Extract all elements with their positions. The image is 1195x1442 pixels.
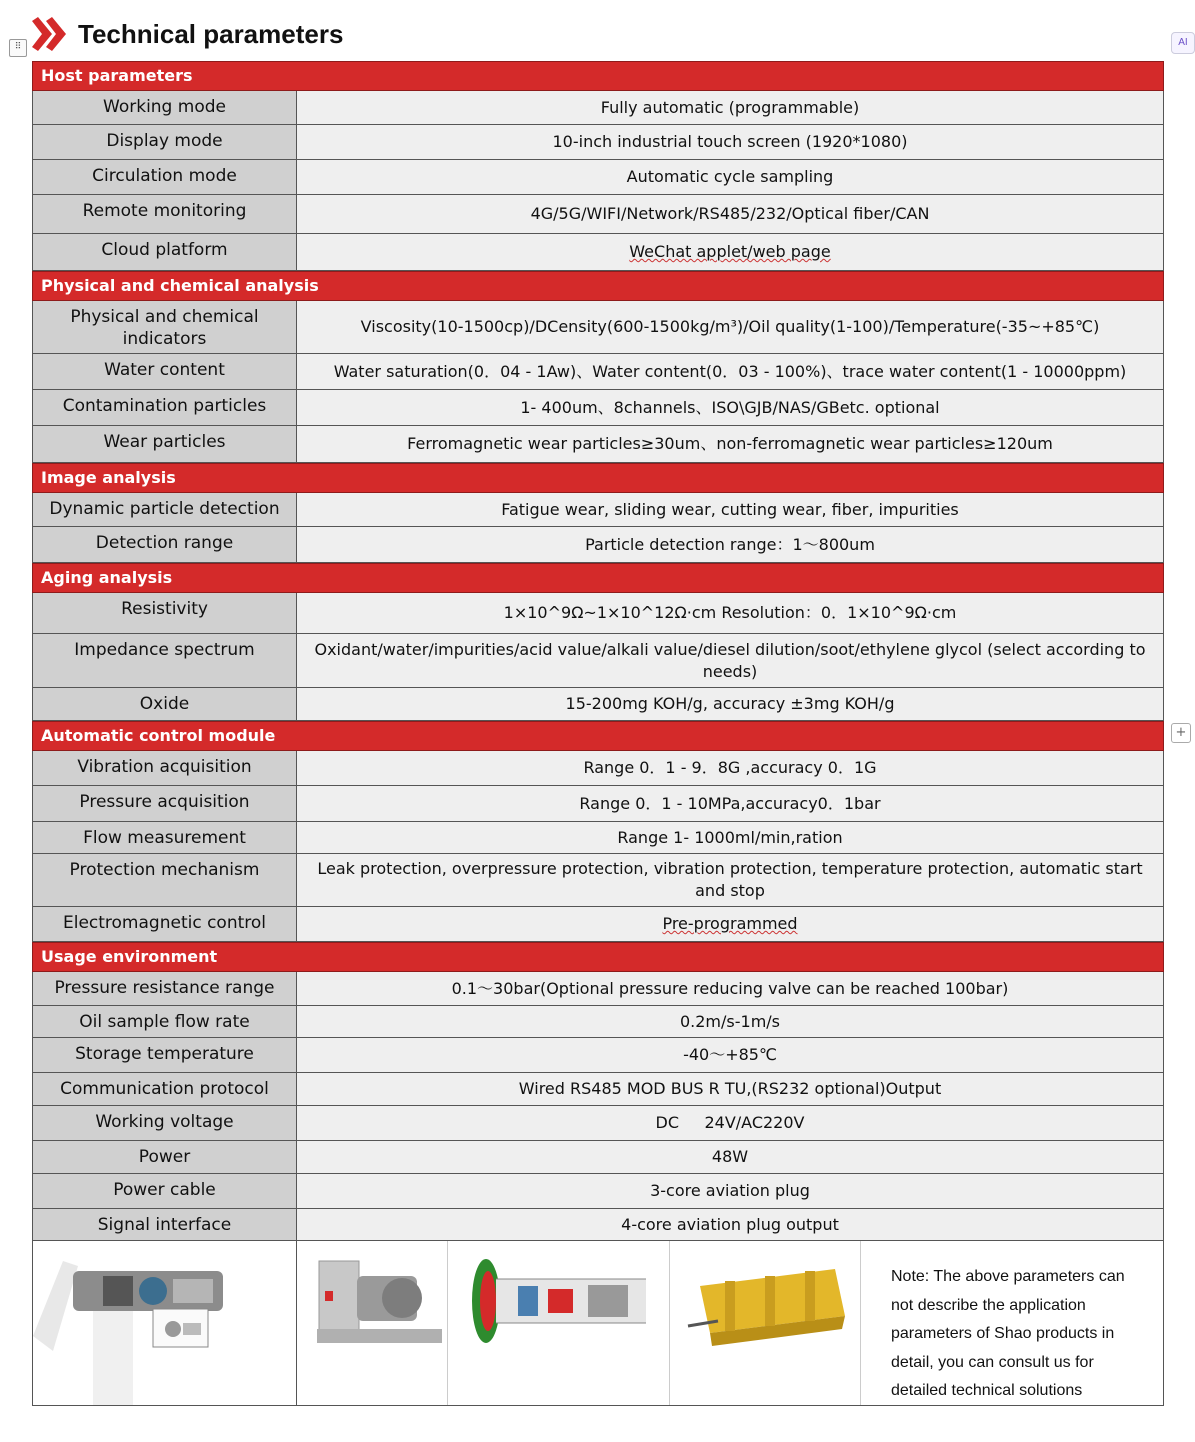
param-value: Range 1- 1000ml/min,ration bbox=[297, 822, 1163, 853]
double-chevron-icon bbox=[30, 17, 68, 51]
param-value: 15-200mg KOH/g, accuracy ±3mg KOH/g bbox=[297, 688, 1163, 720]
section-header: Aging analysis bbox=[32, 563, 1164, 593]
param-label: Circulation mode bbox=[33, 160, 297, 194]
table-row bbox=[32, 751, 1164, 786]
application-images-row bbox=[32, 1241, 1164, 1406]
page-title: Technical parameters bbox=[78, 18, 344, 49]
param-label: Power cable bbox=[33, 1174, 297, 1208]
table-row bbox=[32, 634, 1164, 688]
table-row bbox=[32, 688, 1164, 721]
param-value: 1×10^9Ω~1×10^12Ω·cm Resolution：0．1×10^9Ω·cm bbox=[297, 593, 1163, 633]
table-row bbox=[32, 1038, 1164, 1073]
param-value: 4-core aviation plug output bbox=[297, 1209, 1163, 1240]
param-value: Water saturation(0．04 - 1Aw)、Water content(0．03 - 100%)、trace water content(1 - 10000ppm) bbox=[297, 354, 1163, 389]
table-row bbox=[32, 786, 1164, 822]
table-row bbox=[32, 854, 1164, 907]
param-label: Cloud platform bbox=[33, 234, 297, 270]
section-header: Automatic control module bbox=[32, 721, 1164, 751]
param-label: Contamination particles bbox=[33, 390, 297, 425]
param-value: Fatigue wear, sliding wear, cutting wear, fiber, impurities bbox=[297, 493, 1163, 526]
param-value: Fully automatic (programmable) bbox=[297, 91, 1163, 124]
parameter-table bbox=[32, 61, 1164, 1406]
hydraulic-equipment-image bbox=[670, 1241, 861, 1405]
param-label: Wear particles bbox=[33, 426, 297, 462]
param-value: Ferromagnetic wear particles≥30um、non-ferromagnetic wear particles≥120um bbox=[297, 426, 1163, 462]
param-value: Particle detection range：1～800um bbox=[297, 527, 1163, 562]
section-header: Physical and chemical analysis bbox=[32, 271, 1164, 301]
param-label: Impedance spectrum bbox=[33, 634, 297, 687]
table-row bbox=[32, 493, 1164, 527]
param-label: Signal interface bbox=[33, 1209, 297, 1240]
section-header: Image analysis bbox=[32, 463, 1164, 493]
table-row bbox=[32, 195, 1164, 234]
table-row bbox=[32, 301, 1164, 354]
table-row bbox=[32, 1209, 1164, 1241]
param-value bbox=[297, 907, 1163, 941]
table-row bbox=[32, 426, 1164, 463]
param-label: Flow measurement bbox=[33, 822, 297, 853]
param-value: -40～+85℃ bbox=[297, 1038, 1163, 1072]
param-value: Range 0．1 - 9．8G ,accuracy 0．1G bbox=[297, 751, 1163, 785]
table-row bbox=[32, 1106, 1164, 1141]
param-label: Vibration acquisition bbox=[33, 751, 297, 785]
param-value: Leak protection, overpressure protection, vibration protection, temperature protection, automatic start and stop bbox=[297, 854, 1163, 906]
param-value: DC 24V/AC220V bbox=[297, 1106, 1163, 1140]
param-value: Range 0．1 - 10MPa,accuracy0．1bar bbox=[297, 786, 1163, 821]
turbine-machine-image bbox=[297, 1241, 448, 1405]
param-value: 48W bbox=[297, 1141, 1163, 1173]
param-label: Remote monitoring bbox=[33, 195, 297, 233]
param-value: 3-core aviation plug bbox=[297, 1174, 1163, 1208]
page-header bbox=[30, 14, 343, 54]
param-value: 0.2m/s-1m/s bbox=[297, 1006, 1163, 1037]
param-label: Detection range bbox=[33, 527, 297, 562]
table-row bbox=[32, 907, 1164, 942]
param-label: Display mode bbox=[33, 125, 297, 159]
param-value: 0.1～30bar(Optional pressure reducing valve can be reached 100bar) bbox=[297, 972, 1163, 1005]
param-label: Working voltage bbox=[33, 1106, 297, 1140]
param-value: 10-inch industrial touch screen (1920*1080) bbox=[297, 125, 1163, 159]
param-value: Automatic cycle sampling bbox=[297, 160, 1163, 194]
table-row bbox=[32, 822, 1164, 854]
table-row bbox=[32, 354, 1164, 390]
param-value: Oxidant/water/impurities/acid value/alkali value/diesel dilution/soot/ethylene glycol (select according to needs) bbox=[297, 634, 1163, 687]
param-value bbox=[297, 234, 1163, 270]
table-row bbox=[32, 1073, 1164, 1106]
param-label: Resistivity bbox=[33, 593, 297, 633]
table-row bbox=[32, 527, 1164, 563]
table-row bbox=[32, 91, 1164, 125]
section-header: Host parameters bbox=[32, 61, 1164, 91]
table-row bbox=[32, 390, 1164, 426]
param-label: Communication protocol bbox=[33, 1073, 297, 1105]
table-row bbox=[32, 593, 1164, 634]
table-row bbox=[32, 160, 1164, 195]
param-value-text: WeChat applet/web page bbox=[629, 242, 831, 261]
param-label: Storage temperature bbox=[33, 1038, 297, 1072]
application-note: Note: The above parameters can not describe the application parameters of Shao products in detail, you can consult us for detailed technical solutions bbox=[891, 1268, 1125, 1399]
param-value-text: Pre-programmed bbox=[662, 914, 798, 933]
param-label: Electromagnetic control bbox=[33, 907, 297, 941]
drag-handle-icon[interactable]: ⠿ bbox=[9, 39, 27, 57]
tunnel-boring-machine-image bbox=[448, 1241, 670, 1405]
param-value: 4G/5G/WIFI/Network/RS485/232/Optical fiber/CAN bbox=[297, 195, 1163, 233]
table-row bbox=[32, 972, 1164, 1006]
param-label: Protection mechanism bbox=[33, 854, 297, 906]
table-row bbox=[32, 1006, 1164, 1038]
param-label: Water content bbox=[33, 354, 297, 389]
param-label: Pressure acquisition bbox=[33, 786, 297, 821]
wind-turbine-image bbox=[33, 1241, 297, 1405]
ai-assistant-button[interactable]: AI bbox=[1171, 32, 1195, 54]
param-label: Oxide bbox=[33, 688, 297, 720]
param-label: Physical and chemical indicators bbox=[33, 301, 297, 353]
table-row bbox=[32, 234, 1164, 271]
param-value: 1- 400um、8channels、ISO\GJB/NAS/GBetc. optional bbox=[297, 390, 1163, 425]
add-row-button[interactable]: + bbox=[1171, 723, 1191, 743]
section-header: Usage environment bbox=[32, 942, 1164, 972]
param-label: Power bbox=[33, 1141, 297, 1173]
param-label: Oil sample flow rate bbox=[33, 1006, 297, 1037]
param-value: Viscosity(10-1500cp)/DCensity(600-1500kg/m³)/Oil quality(1-100)/Temperature(-35~+85℃) bbox=[297, 301, 1163, 353]
param-label: Dynamic particle detection bbox=[33, 493, 297, 526]
table-row bbox=[32, 1141, 1164, 1174]
param-label: Pressure resistance range bbox=[33, 972, 297, 1005]
table-row bbox=[32, 125, 1164, 160]
table-row bbox=[32, 1174, 1164, 1209]
param-label: Working mode bbox=[33, 91, 297, 124]
param-value: Wired RS485 MOD BUS R TU,(RS232 optional)Output bbox=[297, 1073, 1163, 1105]
